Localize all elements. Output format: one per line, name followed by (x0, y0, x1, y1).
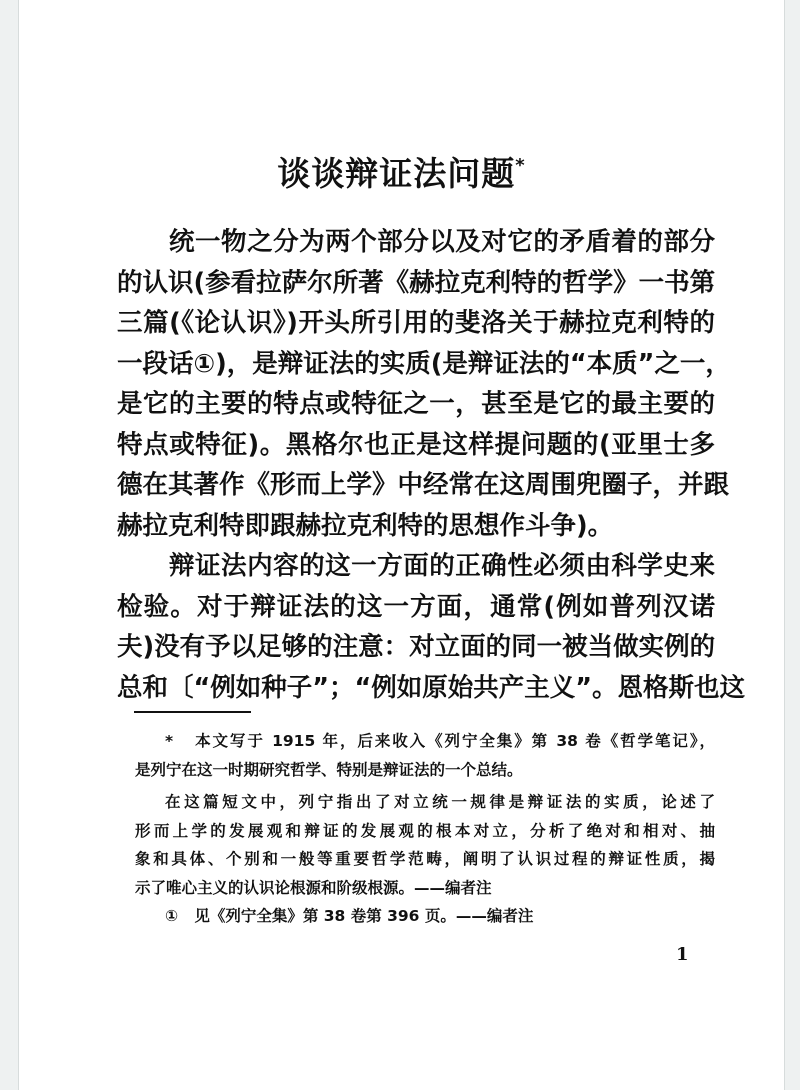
text-line: 统一物之分为两个部分以及对它的矛盾着的部分 (169, 227, 715, 257)
paragraph-1 (117, 222, 731, 546)
footnote-line: 象和具体、个别和一般等重要哲学范畴，阐明了认识过程的辩证性质，揭 (135, 850, 715, 868)
text-line: 德在其著作《形而上学》中经常在这周围兜圈子，并跟 (117, 470, 730, 500)
footnote-1 (135, 727, 715, 784)
editor-note (135, 788, 715, 902)
footnote-line: 示了唯心主义的认识论根源和阶级根源。——编者注 (135, 878, 492, 897)
text-line: 总和〔“例如种子”；“例如原始共产主义”。恩格斯也这 (117, 672, 746, 703)
text-line: 的认识(参看拉萨尔所著《赫拉克利特的哲学》一书第 (117, 267, 716, 298)
footnote-line: ① 见《列宁全集》第 38 卷第 396 页。——编者注 (165, 907, 534, 925)
title-footnote-marker: * (515, 155, 526, 176)
footnote-line: 是列宁在这一时期研究哲学、特别是辩证法的一个总结。 (135, 760, 523, 779)
footnote-divider (134, 711, 251, 713)
title-text: 谈谈辩证法问题 (277, 154, 516, 193)
page-title (19, 148, 784, 195)
text-line: 夫)没有予以足够的注意：对立面的同一被当做实例的 (117, 632, 716, 662)
paragraph-2 (117, 546, 746, 708)
footnote-marker: ① (165, 907, 179, 925)
text-line: 赫拉克利特即跟赫拉克利特的思想作斗争)。 (117, 510, 614, 541)
document-page (18, 0, 785, 1090)
footnote-line: * 本文写于 1915 年，后来收入《列宁全集》第 38 卷《哲学笔记》， (165, 732, 715, 750)
page-number: 1 (676, 944, 689, 965)
text-line: 是它的主要的特点或特征之一，甚至是它的最主要的 (117, 389, 715, 419)
footnote-2 (135, 902, 715, 931)
footnote-line: 形而上学的发展观和辩证的发展观的根本对立，分析了绝对和相对、抽 (135, 821, 715, 840)
text-line: 检验。对于辩证法的这一方面，通常(例如普列汉诺 (117, 591, 715, 622)
footnote-line: 在这篇短文中，列宁指出了对立统一规律是辩证法的实质，论述了 (165, 793, 715, 811)
text-line: 三篇(《论认识》)开头所引用的斐洛关于赫拉克利特的 (117, 308, 715, 338)
text-line: 特点或特征)。黑格尔也正是这样提问题的(亚里士多 (117, 429, 715, 460)
text-line: 辩证法内容的这一方面的正确性必须由科学史来 (169, 551, 715, 581)
text-line: 一段话①)，是辩证法的实质(是辩证法的“本质”之一， (117, 348, 731, 379)
footnote-marker: * (165, 732, 174, 750)
